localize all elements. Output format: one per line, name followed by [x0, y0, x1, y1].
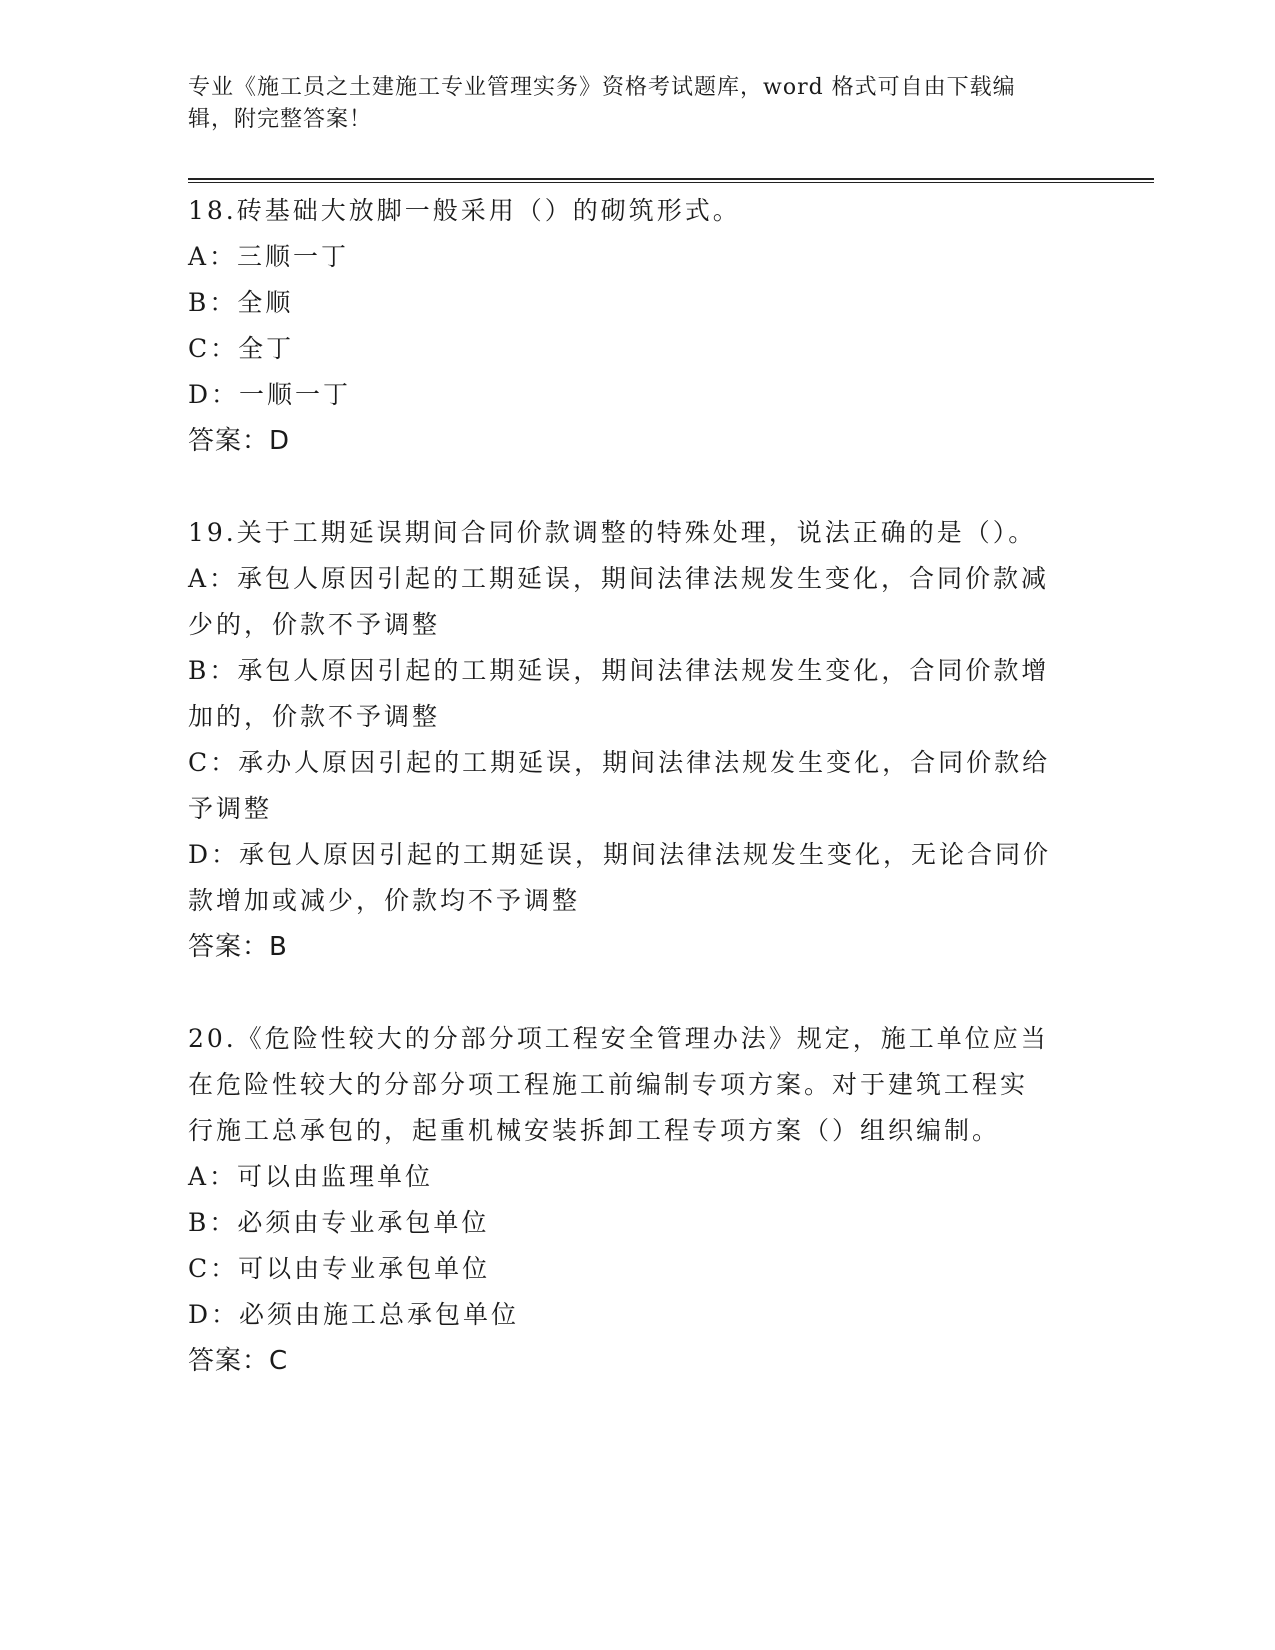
option-b-continued: 加的，价款不予调整: [188, 702, 441, 731]
option-d: D：必须由施工总承包单位: [188, 1300, 520, 1329]
header-divider-thin: [188, 182, 1154, 183]
option-d-continued: 款增加或减少，价款均不予调整: [188, 886, 581, 915]
header-line-2: 辑，附完整答案！: [188, 107, 373, 132]
option-d: D：承包人原因引起的工期延误，期间法律法规发生变化，无论合同价: [188, 840, 1052, 869]
option-c: C：可以由专业承包单位: [188, 1254, 491, 1283]
answer-label: 答案：D: [188, 426, 291, 456]
option-a: A：可以由监理单位: [188, 1162, 434, 1191]
option-c-continued: 予调整: [188, 794, 273, 823]
question-stem: 18.砖基础大放脚一般采用（）的砌筑形式。: [188, 196, 741, 225]
option-a-continued: 少的，价款不予调整: [188, 610, 441, 639]
spacer: [188, 464, 1068, 510]
answer-label: 答案：C: [188, 1346, 289, 1376]
option-b: B：必须由专业承包单位: [188, 1208, 490, 1237]
header-line-1: 专业《施工员之土建施工专业管理实务》资格考试题库，word 格式可自由下载编: [188, 75, 1016, 100]
question-stem-continued: 行施工总承包的，起重机械安装拆卸工程专项方案（）组织编制。: [188, 1116, 1001, 1145]
option-a: A：三顺一丁: [188, 242, 350, 271]
question-stem: 20.《危险性较大的分部分项工程安全管理办法》规定，施工单位应当: [188, 1024, 1049, 1053]
spacer: [188, 970, 1068, 1016]
option-a: A：承包人原因引起的工期延误，期间法律法规发生变化，合同价款减: [188, 564, 1050, 593]
answer-label: 答案：B: [188, 932, 288, 962]
option-c: C：承办人原因引起的工期延误，期间法律法规发生变化，合同价款给: [188, 748, 1051, 777]
header-divider-thick: [188, 178, 1154, 180]
option-b: B：全顺: [188, 288, 294, 317]
header-divider: [188, 178, 1154, 184]
question-stem: 19.关于工期延误期间合同价款调整的特殊处理，说法正确的是（）。: [188, 518, 1037, 547]
question-list: [188, 188, 1068, 1384]
option-d: D：一顺一丁: [188, 380, 352, 409]
question-19: [188, 510, 1068, 970]
question-20: [188, 1016, 1068, 1384]
document-header: [188, 72, 1068, 136]
option-c: C：全丁: [188, 334, 295, 363]
option-b: B：承包人原因引起的工期延误，期间法律法规发生变化，合同价款增: [188, 656, 1050, 685]
question-stem-continued: 在危险性较大的分部分项工程施工前编制专项方案。对于建筑工程实: [188, 1070, 1029, 1099]
question-18: [188, 188, 1068, 464]
